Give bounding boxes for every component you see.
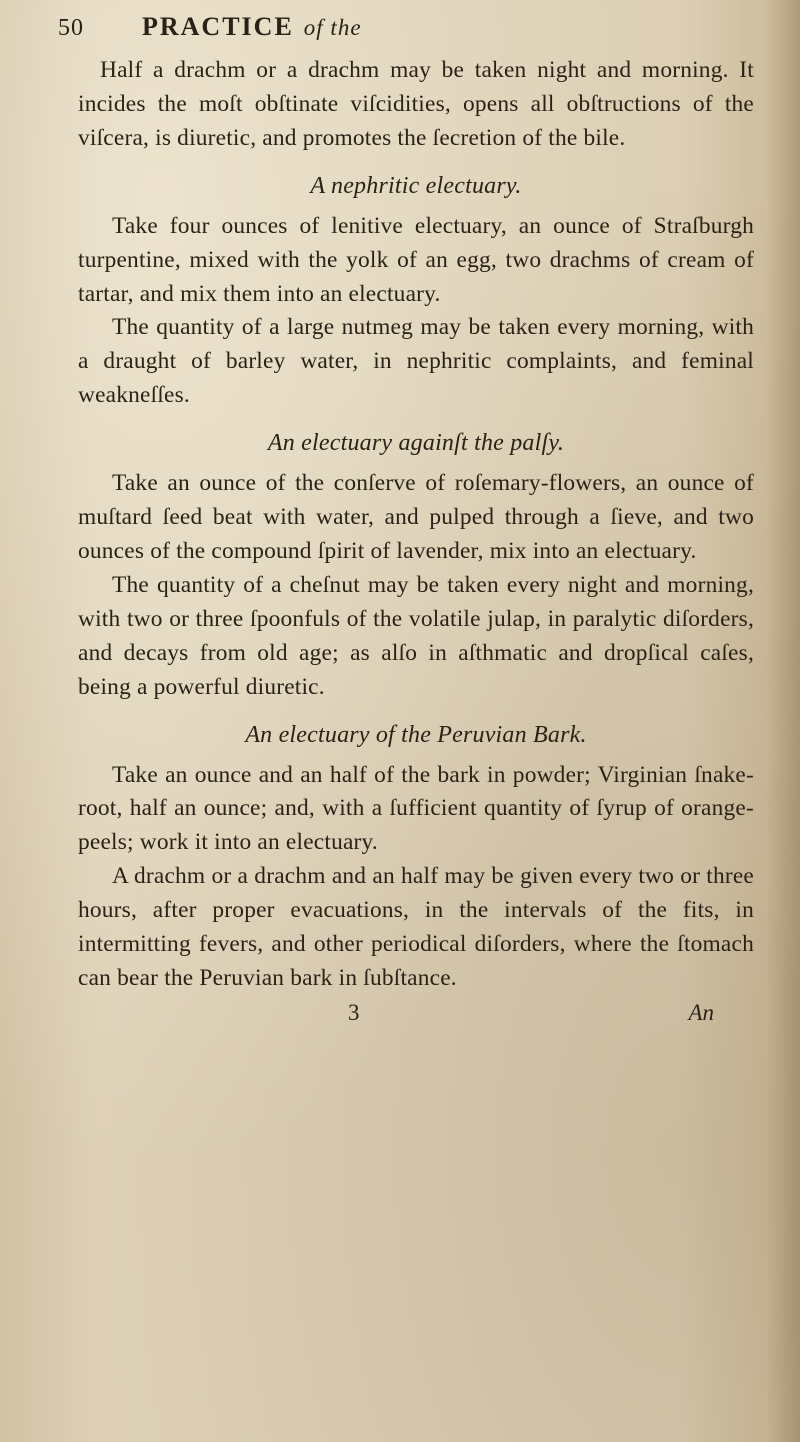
recipe-heading: An electuary of the Peruvian Bark. bbox=[245, 721, 587, 748]
running-title: PRACTICE bbox=[142, 12, 294, 41]
paragraph: The quantity of a cheſnut may be taken every night and morning, with two or three ſpoonfuls of the volatile julap, in paralytic diſorders, and decays from old age; as alſo in aſthmatic and dropſical caſes, being a powerful diuretic. bbox=[78, 571, 754, 700]
paragraph: Take an ounce of the conſerve of roſemary-flowers, an ounce of muſtard ſeed beat with water, and pulped through a ſieve, and two ounces of the compound ſpirit of lavender, mix into an electuary. bbox=[78, 470, 754, 564]
paragraph: A drachm or a drachm and an half may be given every two or three hours, after proper evacuations, in the intervals of the fits, in intermitting fevers, and other periodical diſorders, where the ſtomach can bear the Peruvian bark in ſubſtance. bbox=[78, 863, 754, 991]
paragraph: The quantity of a large nutmeg may be taken every morning, with a draught of barley water, in nephritic complaints, and feminal weakneſſes. bbox=[78, 314, 754, 409]
paragraph: Take an ounce and an half of the bark in powder; Virginian ſnake-root, half an ounce; and, with a ſufficient quantity of ſyrup of orange-peels; work it into an electuary. bbox=[78, 761, 754, 856]
page-number: 50 bbox=[58, 15, 84, 41]
paragraph: Half a drachm or a drachm may be taken night and morning. It incides the moſt obſtinate viſcidities, opens all obſtructions of the viſcera, is diuretic, and promotes the ſecretion of the bile. bbox=[78, 57, 754, 151]
body-text bbox=[78, 54, 754, 996]
running-head bbox=[58, 12, 754, 54]
catchword: An bbox=[688, 999, 714, 1025]
recipe-heading: A nephritic electuary. bbox=[310, 172, 522, 199]
recipe-heading: An electuary againſt the palſy. bbox=[267, 430, 565, 457]
catchline bbox=[78, 998, 754, 1028]
paragraph: Take four ounces of lenitive electuary, an ounce of Straſburgh turpentine, mixed with the yolk of an egg, two drachms of cream of tartar, and mix them into an electuary. bbox=[78, 212, 754, 307]
signature-mark: 3 bbox=[348, 999, 360, 1025]
running-title-rest: of the bbox=[303, 15, 362, 40]
